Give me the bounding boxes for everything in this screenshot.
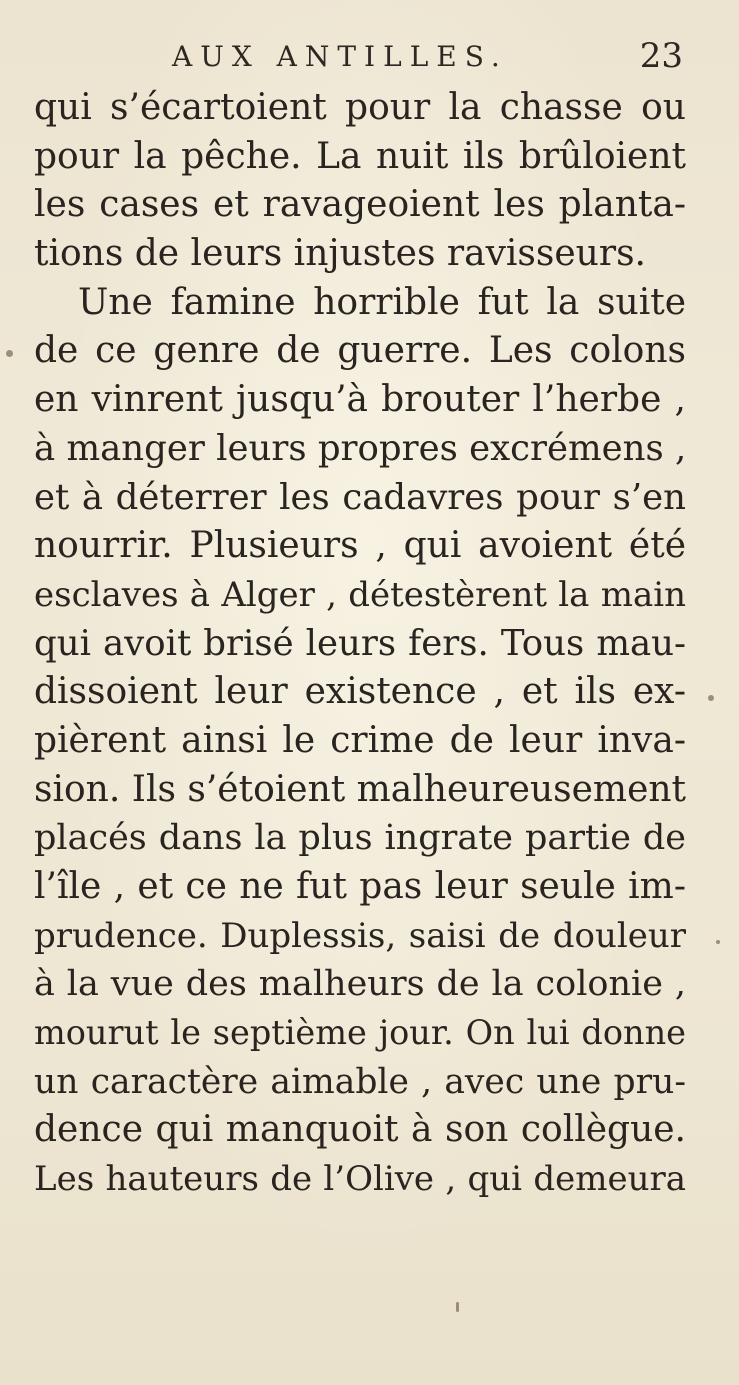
- text-line-23: Les hauteurs de l’Olive , qui demeura: [34, 1159, 686, 1200]
- text-line-18: prudence. Duplessis, saisi de douleur: [34, 915, 686, 956]
- text-line-3: les cases et ravageoient les planta-: [34, 184, 686, 226]
- text-line-2: pour la pêche. La nuit ils brûloient: [34, 135, 686, 177]
- text-line-6: de ce genre de guerre. Les colons: [34, 330, 686, 372]
- text-line-1: qui s’écartoient pour la chasse ou: [34, 87, 686, 128]
- text-line-7: en vinrent jusqu’à brouter l’herbe ,: [34, 379, 686, 421]
- paper-speck: [708, 695, 714, 701]
- text-line-9: et à déterrer les cadavres pour s’en: [34, 476, 686, 518]
- text-line-19: à la vue des malheurs de la colonie ,: [34, 964, 686, 1005]
- text-line-20: mourut le septième jour. On lui donne: [34, 1013, 686, 1053]
- text-line-8: à manger leurs propres excrémens ,: [34, 427, 687, 469]
- text-line-21: un caractère aimable , avec une pru-: [34, 1061, 686, 1102]
- text-line-10: nourrir. Plusieurs , qui avoient été: [34, 525, 686, 567]
- text-line-12: qui avoit brisé leurs fers. Tous mau-: [34, 622, 686, 664]
- text-line-14: pièrent ainsi le crime de leur inva-: [34, 719, 686, 761]
- text-line-13: dissoient leur existence , et ils ex-: [34, 671, 686, 713]
- body-text: [34, 84, 686, 1204]
- running-head: [0, 36, 739, 80]
- paper-speck: [716, 940, 720, 944]
- running-title: AUX ANTILLES.: [172, 40, 508, 73]
- page-number: 23: [639, 36, 683, 76]
- text-line-15: sion. Ils s’étoient malheureusement: [34, 768, 687, 810]
- paper-speck: [6, 350, 13, 357]
- text-line-5: Une famine horrible fut la suite: [78, 281, 686, 323]
- text-line-11: esclaves à Alger , détestèrent la main: [34, 574, 686, 615]
- text-line-17: l’île , et ce ne fut pas leur seule im-: [34, 866, 686, 907]
- text-line-22: dence qui manquoit à son collègue.: [34, 1109, 686, 1151]
- text-line-16: placés dans la plus ingrate partie de: [34, 818, 686, 859]
- text-line-4: tions de leurs injustes ravisseurs.: [34, 233, 646, 275]
- paper-speck: [456, 1302, 459, 1312]
